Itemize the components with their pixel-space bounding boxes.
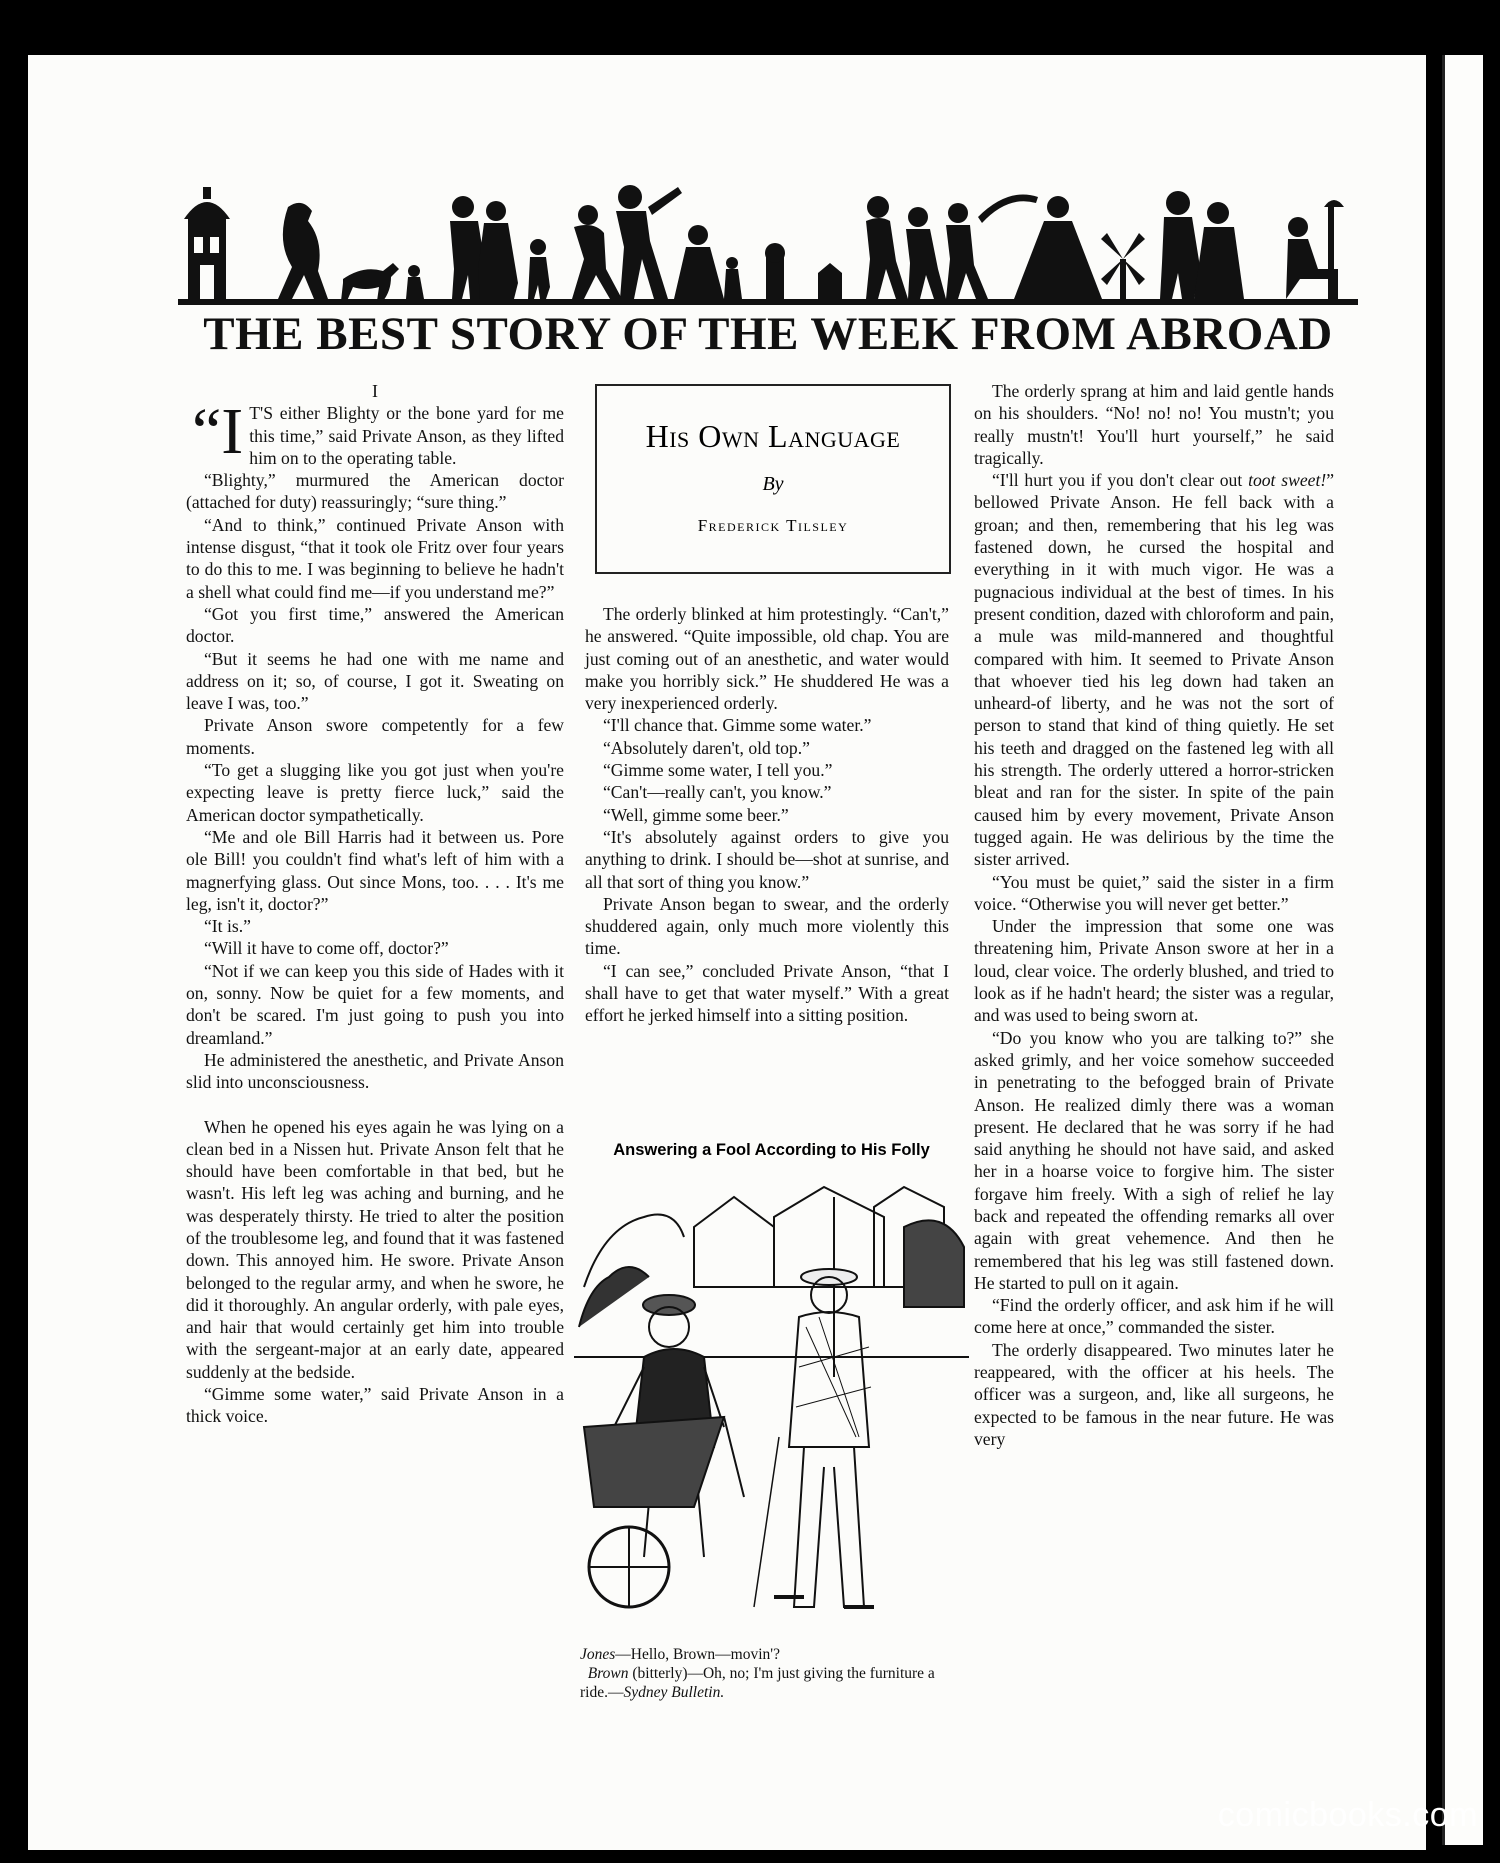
cartoon-illustration bbox=[574, 1167, 969, 1642]
paragraph: “Absolutely daren't, old top.” bbox=[603, 737, 810, 758]
paragraph: “Not if we can keep you this side of Hades with it on, sonny. Now be quiet for a few moments, and don't be scared. I'm just going to push you into dreamland.” bbox=[186, 960, 564, 1048]
paragraph: “I'll hurt you if you don't clear out toot sweet!” bellowed Private Anson. He fell back with a groan; and then, remembering that his leg was fastened down, he cursed the hospital and everything in it with much vigor. He was a pugnacious individual at the best of times. In his present condition, dazed with chloroform and pain, a mule was mild-mannered and thoughtful compared with him. It seemed to Private Anson that whoever tied his leg down had taken an unheard-of liberty, and he was not the sort of person to stand that kind of thing quietly. He set his teeth and dragged on the fastened leg with all his strength. The orderly uttered a horror-stricken bleat and ran for the sister. In spite of the pain caused him by every movement, Private Anson tugged again. He was delirious by the time the sister arrived. bbox=[974, 470, 1334, 870]
site-watermark: comicbooks.com bbox=[1217, 1796, 1478, 1834]
byline-by: By bbox=[762, 473, 784, 495]
paragraph: “Got you first time,” answered the American doctor. bbox=[186, 603, 564, 647]
paragraph: The orderly blinked at him protestingly. “Can't,” he answered. “Quite impossible, old chap. You are just coming out of an anesthetic, and water would make you horribly sick.” He shuddered He was a very inexperienced orderly. bbox=[585, 604, 949, 714]
caption-line-1: Jones—Hello, Brown—movin'? bbox=[580, 1646, 780, 1663]
paragraph: “Me and ole Bill Harris had it between us. Pore ole Bill! you couldn't find what's left of him with a magnerfying glass. Out since Mons, too. . . . It's me leg, isn't it, doctor?” bbox=[186, 826, 564, 914]
cartoon-caption bbox=[580, 1645, 965, 1702]
cartoon-heading: Answering a Fool According to His Folly bbox=[613, 1141, 930, 1159]
paragraph: Private Anson began to swear, and the orderly shuddered again, only much more violently this time. bbox=[585, 893, 949, 959]
paragraph: “It's absolutely against orders to give you anything to drink. I should be—shot at sunrise, and all that sort of thing you know.” bbox=[585, 826, 949, 892]
banner-illustration bbox=[178, 167, 1358, 307]
paragraph: “Will it have to come off, doctor?” bbox=[204, 938, 449, 959]
paragraph: “It is.” bbox=[204, 916, 251, 937]
article-column-1 bbox=[186, 380, 564, 1428]
paragraph: “But it seems he had one with me name and address on it; so, of course, I got it. Sweating on leave I was, too.” bbox=[186, 648, 564, 714]
paragraph: He administered the anesthetic, and Private Anson slid into unconsciousness. bbox=[186, 1049, 564, 1093]
paragraph: “Blighty,” murmured the American doctor (attached for duty) reassuringly; “sure thing.” bbox=[186, 470, 564, 513]
caption-line-2: Brown (bitterly)—Oh, no; I'm just giving the furniture a ride.—Sydney Bulletin. bbox=[580, 1665, 935, 1701]
paragraph: “You must be quiet,” said the sister in a firm voice. “Otherwise you will never get better.” bbox=[974, 871, 1334, 914]
paragraph: “Do you know who you are talking to?” she asked grimly, and her voice somehow succeeded in penetrating to the befogged brain of Private Anson. He realized dimly there was a woman present. He declared that he was sorry if he had said anything he should not have said, and asked her in a hoarse voice to forgive him. The sister forgave him freely. With a sigh of relief he lay back and repeated the offending remarks all over again with great vehemence. And then he remembered that his leg was still fastened down. He started to pull on it again. bbox=[974, 1027, 1334, 1293]
paragraph: “And to think,” continued Private Anson with intense disgust, “that it took ole Fritz over four years to do this to me. I was beginning to believe he hadn't a shell what could find me—if you understand me?” bbox=[186, 514, 564, 602]
paragraph: Private Anson swore competently for a few moments. bbox=[186, 715, 564, 758]
paragraph: “Gimme some water, I tell you.” bbox=[603, 760, 833, 781]
story-title-box bbox=[595, 384, 951, 574]
story-title: His Own Language bbox=[645, 418, 901, 454]
opening-paragraph: “I T'S either Blighty or the bone yard for me this time,” said Private Anson, as they lifted him on to the operating table. bbox=[192, 395, 564, 469]
adjacent-page-edge bbox=[1442, 55, 1483, 1845]
paragraph: “I can see,” concluded Private Anson, “that I shall have to get that water myself.” With a great effort he jerked himself into a sitting position. bbox=[585, 960, 949, 1026]
paragraph: “Well, gimme some beer.” bbox=[603, 804, 789, 825]
article-column-3 bbox=[974, 380, 1334, 1450]
paragraph: “To get a slugging like you got just when you're expecting leave is pretty fierce luck,” said the American doctor sympathetically. bbox=[186, 760, 564, 825]
paragraph: The orderly disappeared. Two minutes later he reappeared, with the officer at his heels. The officer was a surgeon, and, like all surgeons, he expected to be famous in the near future. He was very bbox=[974, 1339, 1334, 1449]
paragraph: The orderly sprang at him and laid gentle hands on his shoulders. “No! no! no! You mustn't; you really mustn't! You'll hurt yourself,” he said tragically. bbox=[974, 381, 1334, 468]
paragraph: “Can't—really can't, you know.” bbox=[603, 782, 832, 803]
article-column-2 bbox=[585, 603, 949, 1027]
story-author: Frederick Tilsley bbox=[697, 516, 849, 535]
paragraph: “Find the orderly officer, and ask him if he will come here at once,” commanded the sister. bbox=[974, 1295, 1334, 1338]
paragraph: “I'll chance that. Gimme some water.” bbox=[603, 715, 872, 736]
paragraph: Under the impression that some one was threatening him, Private Anson swore at her in a loud, clear voice. The orderly blushed, and tried to look as if he hadn't heard; the sister was a regular, and was used to being sworn at. bbox=[974, 916, 1334, 1026]
magazine-page bbox=[28, 55, 1426, 1850]
paragraph: “Gimme some water,” said Private Anson in a thick voice. bbox=[186, 1384, 564, 1427]
paragraph: When he opened his eyes again he was lying on a clean bed in a Nissen hut. Private Anson felt that he should have been comfortable in that bed, but he wasn't. His left leg was aching and burning, and he was desperately thirsty. He tried to alter the position of the troublesome leg, and found that it was fastened down. This annoyed him. He swore. Private Anson belonged to the regular army, and when he swore, he did it thoroughly. An angular orderly, with pale eyes, and hair that would certainly get him into trouble with the sergeant-major at an early date, appeared suddenly at the bedside. bbox=[186, 1116, 564, 1382]
page-headline: THE BEST STORY OF THE WEEK FROM ABROAD bbox=[203, 308, 1333, 360]
section-number: I bbox=[372, 381, 378, 401]
drop-cap: “I bbox=[192, 395, 244, 469]
